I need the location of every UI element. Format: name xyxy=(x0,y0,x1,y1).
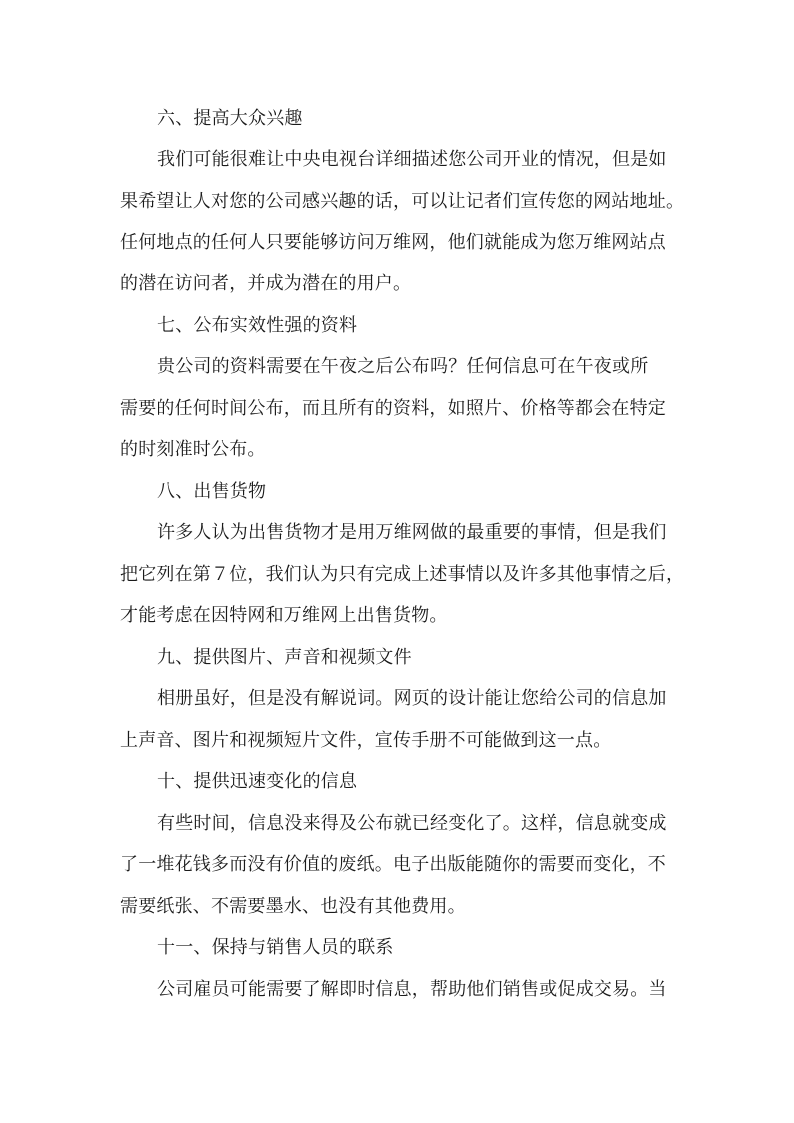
paragraph-line: 许多人认为出售货物才是用万维网做的最重要的事情，但是我们 xyxy=(157,522,667,543)
section-heading-8: 八、出售货物 xyxy=(157,481,267,502)
section-heading-7: 七、公布实效性强的资料 xyxy=(157,315,358,336)
section-heading-11: 十一、保持与销售人员的联系 xyxy=(157,937,394,958)
paragraph-line: 任何地点的任何人只要能够访问万维网，他们就能成为您万维网站点 xyxy=(120,232,666,253)
paragraph-line: 的时刻准时公布。 xyxy=(120,439,266,460)
paragraph-line: 贵公司的资料需要在午夜之后公布吗？任何信息可在午夜或所 xyxy=(157,356,649,377)
paragraph-line: 才能考虑在因特网和万维网上出售货物。 xyxy=(120,605,448,626)
section-heading-10: 十、提供迅速变化的信息 xyxy=(157,771,358,792)
paragraph-line: 需要的任何时间公布，而且所有的资料，如照片、价格等都会在特定 xyxy=(120,398,666,419)
section-heading-9: 九、提供图片、声音和视频文件 xyxy=(157,647,412,668)
paragraph-line: 了一堆花钱多而没有价值的废纸。电子出版能随你的需要而变化，不 xyxy=(120,854,666,875)
section-heading-6: 六、提高大众兴趣 xyxy=(157,108,303,129)
paragraph-line: 我们可能很难让中央电视台详细描述您公司开业的情况，但是如 xyxy=(157,149,667,170)
paragraph-line: 公司雇员可能需要了解即时信息，帮助他们销售或促成交易。当 xyxy=(157,979,667,1000)
paragraph-line: 把它列在第７位，我们认为只有完成上述事情以及许多其他事情之后， xyxy=(120,564,685,585)
paragraph-line: 相册虽好，但是没有解说词。网页的设计能让您给公司的信息加 xyxy=(157,688,667,709)
paragraph-line: 上声音、图片和视频短片文件，宣传手册不可能做到这一点。 xyxy=(120,730,612,751)
paragraph-line: 需要纸张、不需要墨水、也没有其他费用。 xyxy=(120,896,466,917)
paragraph-line: 的潜在访问者，并成为潜在的用户。 xyxy=(120,273,412,294)
paragraph-line: 有些时间，信息没来得及公布就已经变化了。这样，信息就变成 xyxy=(157,813,667,834)
paragraph-line: 果希望让人对您的公司感兴趣的话，可以让记者们宣传您的网站地址。 xyxy=(120,191,685,212)
